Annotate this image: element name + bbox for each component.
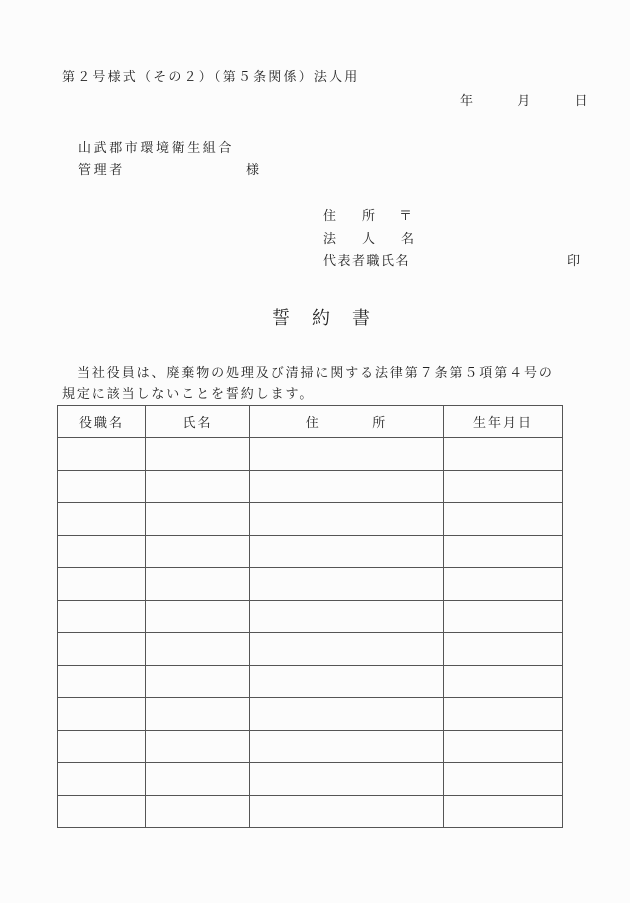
name-cell[interactable] [146,503,250,536]
representative-label: 代表者職氏名 [323,254,411,269]
table-row [58,470,563,503]
table-row [58,568,563,601]
birthdate-cell[interactable] [444,763,563,796]
name-cell[interactable] [146,698,250,731]
day-label: 日 [574,94,588,109]
birthdate-cell[interactable] [444,600,563,633]
date-field [460,90,588,109]
name-cell[interactable] [146,438,250,471]
position-cell[interactable] [58,503,146,536]
table-row [58,698,563,731]
birthdate-cell[interactable] [444,568,563,601]
month-label: 月 [517,94,531,109]
column-header-position: 役職名 [58,406,146,438]
position-cell[interactable] [58,568,146,601]
table-row [58,795,563,828]
form-identifier: 第２号様式（その２）（第５条関係）法人用 [62,70,360,85]
addressee-organization: 山武郡市環境衛生組合 [78,141,235,156]
name-cell[interactable] [146,795,250,828]
birthdate-cell[interactable] [444,665,563,698]
table-row [58,730,563,763]
address-cell[interactable] [250,503,444,536]
pledge-statement [62,363,572,405]
table-row [58,438,563,471]
birthdate-cell[interactable] [444,730,563,763]
address-cell[interactable] [250,600,444,633]
address-cell[interactable] [250,633,444,666]
birthdate-cell[interactable] [444,470,563,503]
address-cell[interactable] [250,470,444,503]
table-row [58,503,563,536]
pledge-line-1: 当社役員は、廃棄物の処理及び清掃に関する法律第７条第５項第４号の [77,366,554,381]
document-title: 誓約書 [272,308,392,329]
honorific: 様 [246,163,260,178]
address-cell[interactable] [250,763,444,796]
position-cell[interactable] [58,633,146,666]
position-cell[interactable] [58,730,146,763]
birthdate-cell[interactable] [444,698,563,731]
birthdate-cell[interactable] [444,503,563,536]
column-header-name: 氏名 [146,406,250,438]
addressee-recipient: 管理者 [78,163,125,178]
birthdate-cell[interactable] [444,633,563,666]
seal-mark: 印 [567,254,581,269]
address-cell[interactable] [250,535,444,568]
table-row [58,763,563,796]
name-cell[interactable] [146,633,250,666]
name-cell[interactable] [146,665,250,698]
address-cell[interactable] [250,698,444,731]
position-cell[interactable] [58,438,146,471]
address-cell[interactable] [250,665,444,698]
address-label: 住 所 [323,209,376,224]
position-cell[interactable] [58,763,146,796]
column-header-birthdate: 生年月日 [444,406,563,438]
name-cell[interactable] [146,763,250,796]
name-cell[interactable] [146,600,250,633]
birthdate-cell[interactable] [444,795,563,828]
address-cell[interactable] [250,568,444,601]
table-row [58,535,563,568]
position-cell[interactable] [58,698,146,731]
position-cell[interactable] [58,665,146,698]
position-cell[interactable] [58,795,146,828]
name-cell[interactable] [146,730,250,763]
pledge-line-2: 規定に該当しないことを誓約します。 [62,387,315,402]
birthdate-cell[interactable] [444,535,563,568]
name-cell[interactable] [146,568,250,601]
year-label: 年 [460,94,474,109]
table-row [58,665,563,698]
officers-table [57,405,563,828]
address-cell[interactable] [250,438,444,471]
name-cell[interactable] [146,470,250,503]
table-header-row [58,406,563,438]
address-cell[interactable] [250,730,444,763]
address-cell[interactable] [250,795,444,828]
table-row [58,633,563,666]
position-cell[interactable] [58,470,146,503]
table-row [58,600,563,633]
column-header-address: 住 所 [250,406,444,438]
corporation-name-label: 法 人 名 [323,232,415,247]
position-cell[interactable] [58,535,146,568]
postal-mark-icon: 〒 [399,209,413,224]
name-cell[interactable] [146,535,250,568]
birthdate-cell[interactable] [444,438,563,471]
position-cell[interactable] [58,600,146,633]
